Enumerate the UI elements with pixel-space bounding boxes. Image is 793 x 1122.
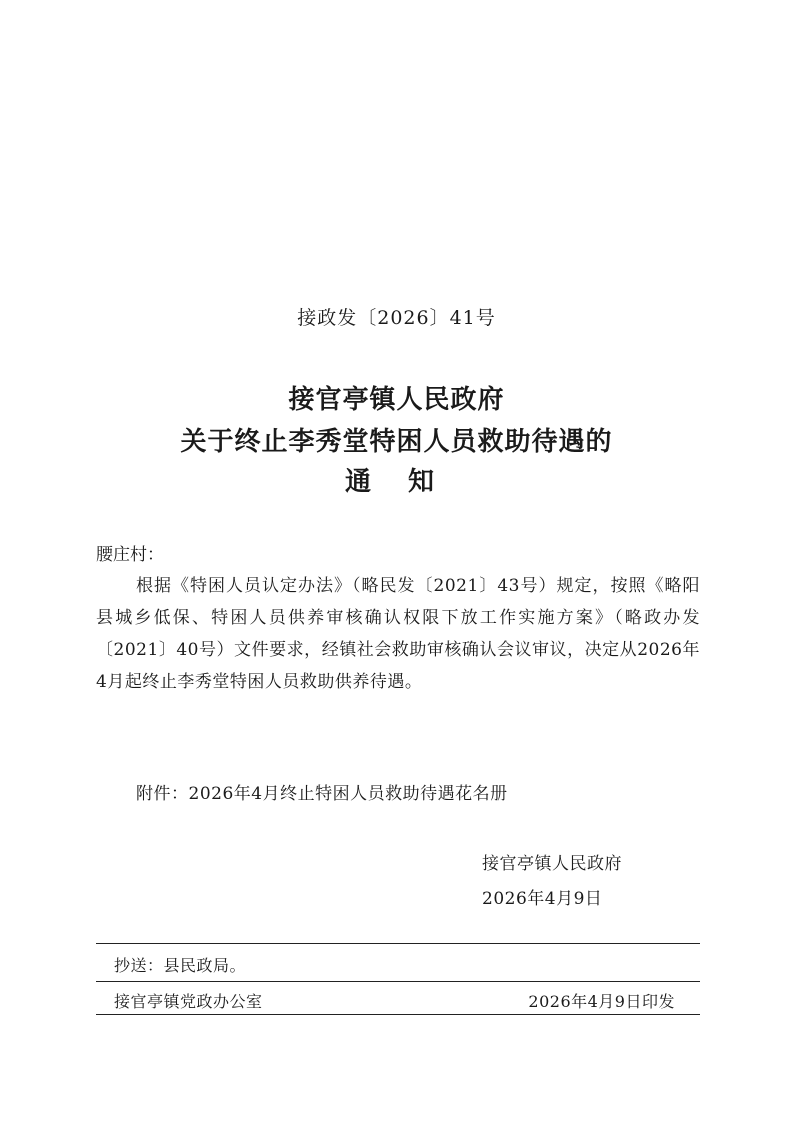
cc-line: 抄送：县民政局。 [114, 956, 247, 975]
footer-divider-middle [96, 981, 700, 982]
issuing-office: 接官亭镇党政办公室 [114, 992, 263, 1011]
document-number: 接政发〔2026〕41号 [297, 307, 496, 329]
footer-divider-top [96, 943, 700, 944]
signature-date: 2026年4月9日 [482, 889, 603, 909]
title-issuing-authority: 接官亭镇人民政府 [288, 385, 505, 415]
footer-divider-bottom [96, 1014, 700, 1015]
title-document-type: 通 知 [344, 467, 449, 497]
signature-organization: 接官亭镇人民政府 [482, 854, 622, 874]
issue-date: 2026年4月9日印发 [528, 992, 675, 1011]
title-subject: 关于终止李秀堂特困人员救助待遇的 [180, 427, 613, 457]
addressee: 腰庄村： [96, 545, 164, 565]
body-paragraph: 根据《特困人员认定办法》（略民发〔2021〕43号）规定，按照《略阳县城乡低保、特困人员供养审核确认权限下放工作实施方案》（略政办发〔2021〕40号）文件要求，经镇社会救助审核确认会议审议，决定从2026年4月起终止李秀堂特困人员救助供养待遇。 [96, 576, 700, 692]
attachment-note: 附件：2026年4月终止特困人员救助待遇花名册 [136, 784, 508, 804]
